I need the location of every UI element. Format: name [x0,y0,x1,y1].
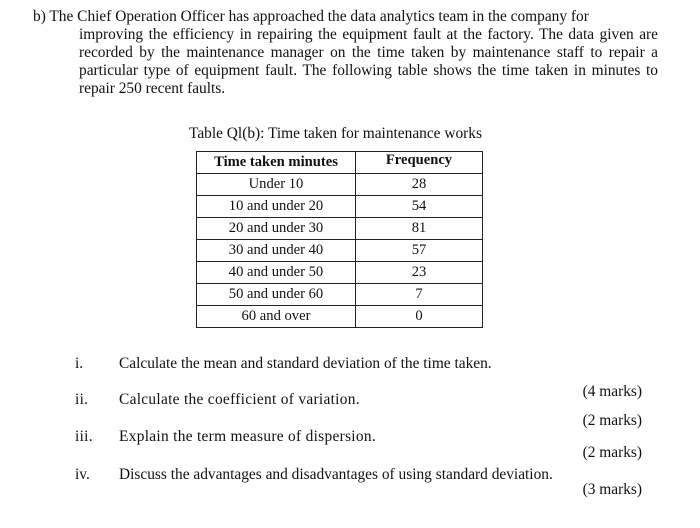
frequency-cell: 7 [356,284,483,306]
frequency-table [196,151,483,328]
question-text-first-line: The Chief Operation Officer has approached the data analytics team in the company for [49,8,589,25]
subquestion-text: Explain the term measure of dispersion. [119,428,377,445]
subquestion-number: i. [75,355,84,372]
subquestion-number: iii. [75,428,93,445]
frequency-cell: 81 [356,218,483,240]
subquestion-text: Calculate the mean and standard deviation of the time taken. [119,355,492,372]
table-row [197,174,483,196]
time-cell: 60 and over [197,306,356,328]
subquestion-number: iv. [75,466,90,483]
header-time-taken: Time taken minutes [197,152,356,174]
time-cell: 30 and under 40 [197,240,356,262]
frequency-cell: 57 [356,240,483,262]
subquestion-number: ii. [75,391,89,408]
marks-iii: (2 marks) [582,444,642,461]
table-caption: Table Ql(b): Time taken for maintenance works [189,125,482,142]
time-cell: 20 and under 30 [197,218,356,240]
time-cell: Under 10 [197,174,356,196]
question-first-line [33,8,658,26]
frequency-cell: 28 [356,174,483,196]
table-header-row [197,152,483,174]
frequency-cell: 23 [356,262,483,284]
question-text-continuation: improving the efficiency in repairing the equipment fault at the factory. The data given are recorded by the maintenance manager on the time taken by maintenance staff to repair a particular type of equipment fault. The following table shows the time taken in minutes to repair 250 recent faults. [79,26,658,97]
subquestion-text: Discuss the advantages and disadvantages of using standard deviation. [119,466,553,483]
frequency-cell: 54 [356,196,483,218]
table-row [197,218,483,240]
table-row [197,196,483,218]
subquestion-text: Calculate the coefficient of variation. [119,391,360,408]
table-row [197,240,483,262]
question-intro [33,8,658,98]
table-row [197,284,483,306]
time-cell: 50 and under 60 [197,284,356,306]
header-frequency: Frequency [356,152,483,174]
question-label: b) [33,8,46,25]
marks-ii: (2 marks) [582,412,642,429]
time-cell: 10 and under 20 [197,196,356,218]
table-row [197,262,483,284]
marks-i: (4 marks) [582,383,642,400]
table-row [197,306,483,328]
frequency-cell: 0 [356,306,483,328]
marks-iv: (3 marks) [582,481,642,498]
time-cell: 40 and under 50 [197,262,356,284]
